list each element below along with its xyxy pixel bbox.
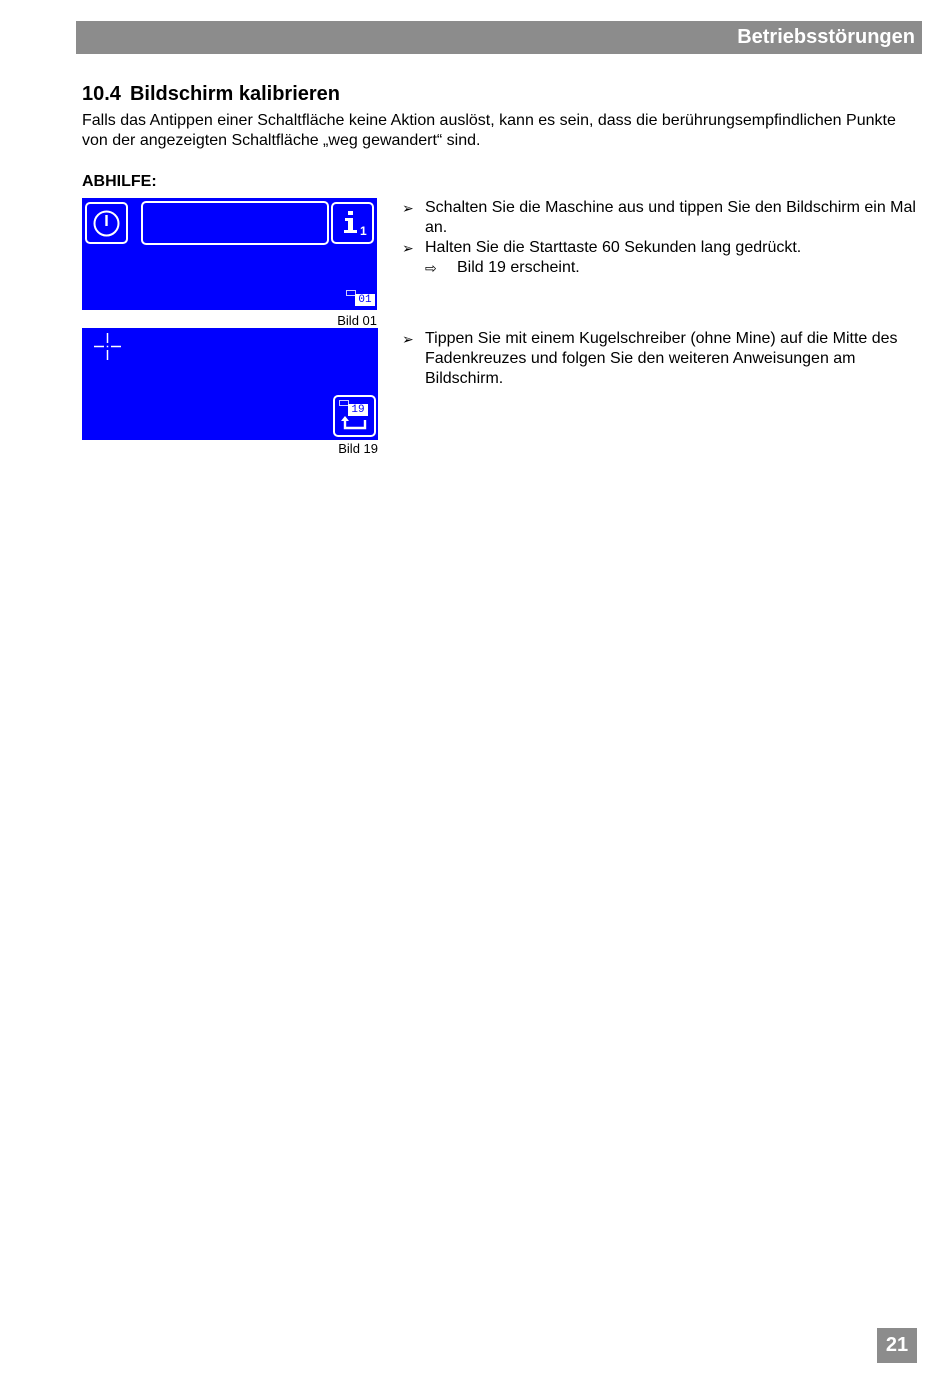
figure-caption-01: Bild 01 — [337, 313, 377, 328]
section-title: Bildschirm kalibrieren — [129, 83, 341, 105]
instruction-text: Tippen Sie mit einem Kugelschreiber (ohne Mine) auf die Mitte des Fadenkreuzes und folgen Sie den weiteren Anweisungen am Bildschirm. — [425, 330, 898, 387]
info-button — [331, 202, 374, 244]
screen-figure-01 — [82, 198, 377, 310]
screen-figure-19 — [82, 328, 378, 440]
instruction-result — [402, 258, 917, 278]
remedy-label: ABHILFE: — [82, 173, 157, 190]
display-field — [141, 201, 329, 245]
screen-number-badge: 01 — [355, 294, 375, 306]
return-button — [333, 395, 376, 437]
crosshair-icon — [94, 333, 121, 360]
power-icon — [92, 209, 121, 238]
header-bar — [76, 21, 922, 54]
instruction-text: Halten Sie die Starttaste 60 Sekunden lang gedrückt. — [425, 239, 802, 256]
bullet-arrow-icon: ➢ — [402, 240, 414, 256]
result-arrow-icon: ⇨ — [425, 260, 437, 276]
screen-number-badge: 19 — [348, 404, 368, 416]
info-subscript: 1 — [360, 224, 367, 238]
instruction-step — [402, 329, 917, 389]
figure-caption-19: Bild 19 — [338, 441, 378, 456]
bullet-arrow-icon: ➢ — [402, 200, 414, 216]
instruction-step — [402, 238, 917, 258]
header-title: Betriebsstörungen — [737, 26, 915, 48]
section-number: 10.4 — [82, 83, 121, 105]
result-text: Bild 19 erscheint. — [457, 259, 580, 276]
return-icon — [341, 416, 369, 432]
intro-paragraph: Falls das Antippen einer Schaltfläche keine Aktion auslöst, kann es sein, dass die berührungsempfindlichen Punkte von der angezeigten Schaltfläche „weg gewandert“ sind. — [82, 112, 896, 149]
power-button — [85, 202, 128, 244]
page-number: 21 — [877, 1328, 917, 1363]
bullet-arrow-icon: ➢ — [402, 331, 414, 347]
instructions-block-2 — [402, 329, 917, 389]
instruction-step — [402, 198, 917, 238]
section-heading — [82, 82, 340, 106]
instruction-text: Schalten Sie die Maschine aus und tippen Sie den Bildschirm ein Mal an. — [425, 199, 916, 236]
instructions-block-1 — [402, 198, 917, 278]
